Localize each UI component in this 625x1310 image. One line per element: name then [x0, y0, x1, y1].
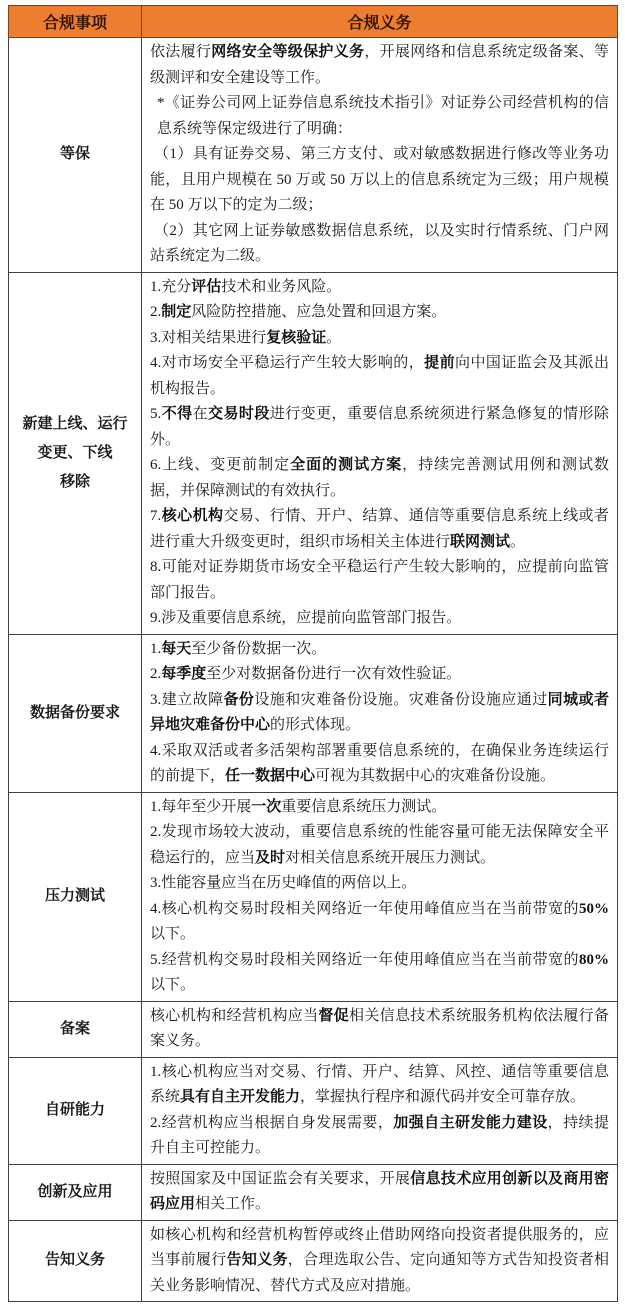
item-label-gaozhi: 告知义务 — [9, 1220, 142, 1302]
paragraph: 4.核心机构交易时段相关网络近一年使用峰值应当在当前带宽的50%以下。 — [150, 900, 609, 942]
paragraph: 2.每季度至少对数据备份进行一次有效性验证。 — [150, 666, 462, 682]
obligation-content-dengbao — [142, 38, 618, 273]
obligation-content-chuangxin — [142, 1164, 618, 1220]
table-row — [9, 38, 618, 273]
item-label-beian: 备案 — [9, 1001, 142, 1057]
paragraph: 1.充分评估技术和业务风险。 — [150, 278, 342, 295]
paragraph: 1.核心机构应当对交易、行情、开户、结算、风控、通信等重要信息系统具有自主开发能力，掌握执行程序和源代码并安全可靠存放。 — [150, 1063, 609, 1105]
paragraph: （2）其它网上证券敏感数据信息系统，以及实时行情系统、门户网站系统定为二级。 — [150, 222, 609, 264]
paragraph: 核心机构和经营机构应当督促相关信息技术系统服务机构依法履行备案义务。 — [150, 1007, 609, 1049]
paragraph: 7.核心机构交易、行情、开户、结算、通信等重要信息系统上线或者进行重大升级变更时，组织市场相关主体进行联网测试。 — [150, 508, 609, 550]
header-compliance-obligation: 合规义务 — [142, 6, 618, 38]
item-label-xinjian: 新建上线、运行 变更、下线 移除 — [9, 272, 142, 634]
item-label-ziyanNengli: 自研能力 — [9, 1057, 142, 1164]
table-row — [9, 1164, 618, 1220]
obligation-content-yaliceshi — [142, 792, 618, 1001]
paragraph: 2.制定风险防控措施、应急处置和回退方案。 — [150, 304, 447, 320]
paragraph: 2.经营机构应当根据自身发展需要，加强自主研发能力建设，持续提升自主可控能力。 — [150, 1114, 609, 1156]
item-label-dengbao: 等保 — [9, 38, 142, 273]
table-row — [9, 792, 618, 1001]
paragraph: 3.建立故障备份设施和灾难备份设施。灾难备份设施应通过同城或者异地灾难备份中心的形式体现。 — [150, 691, 609, 733]
paragraph: 依法履行网络安全等级保护义务，开展网络和信息系统定级备案、等级测评和安全建设等工作。 — [150, 44, 609, 86]
paragraph: 5.经营机构交易时段相关网络近一年使用峰值应当在当前带宽的80%以下。 — [150, 951, 609, 993]
table-body — [9, 38, 618, 1302]
obligation-content-beian — [142, 1001, 618, 1057]
paragraph: 9.涉及重要信息系统，应提前向监管部门报告。 — [150, 610, 462, 626]
compliance-table — [8, 5, 618, 1302]
header-row — [9, 6, 618, 38]
obligation-content-gaozhi — [142, 1220, 618, 1302]
table-header — [9, 6, 618, 38]
item-label-shujubeifen: 数据备份要求 — [9, 634, 142, 792]
paragraph: 2.发现市场较大波动，重要信息系统的性能容量可能无法保障安全平稳运行的，应当及时对相关信息系统开展压力测试。 — [150, 824, 609, 866]
paragraph: 3.对相关结果进行复核验证。 — [150, 329, 342, 346]
paragraph: 4.对市场安全平稳运行产生较大影响的，提前向中国证监会及其派出机构报告。 — [150, 355, 609, 397]
table-row — [9, 1001, 618, 1057]
paragraph: 按照国家及中国证监会有关要求，开展信息技术应用创新以及商用密码应用相关工作。 — [150, 1170, 609, 1212]
paragraph: *《证券公司网上证券信息系统技术指引》对证券公司经营机构的信息系统等保定级进行了明确： — [157, 95, 609, 137]
table-row — [9, 634, 618, 792]
paragraph: 6.上线、变更前制定全面的测试方案，持续完善测试用例和测试数据，并保障测试的有效执行。 — [150, 457, 609, 499]
paragraph: 4.采取双活或者多活架构部署重要信息系统的，在确保业务连续运行的前提下，任一数据中心可视为其数据中心的灾难备份设施。 — [150, 742, 609, 784]
paragraph: 1.每年至少开展一次重要信息系统压力测试。 — [150, 798, 447, 815]
paragraph: （1）具有证券交易、第三方支付、或对敏感数据进行修改等业务功能，且用户规模在 50 万或 50 万以上的信息系统定为三级；用户规模在 50 万以下的定为二级； — [150, 146, 609, 213]
obligation-content-shujubeifen — [142, 634, 618, 792]
item-label-chuangxin: 创新及应用 — [9, 1164, 142, 1220]
obligation-content-xinjian — [142, 272, 618, 634]
item-label-yaliceshi: 压力测试 — [9, 792, 142, 1001]
table-row — [9, 1057, 618, 1164]
header-compliance-item: 合规事项 — [9, 6, 142, 38]
paragraph: 1.每天至少备份数据一次。 — [150, 640, 327, 657]
paragraph: 如核心机构和经营机构暂停或终止借助网络向投资者提供服务的，应当事前履行告知义务，合理选取公告、定向通知等方式告知投资者相关业务影响情况、替代方式及应对措施。 — [150, 1226, 609, 1294]
obligation-content-ziyanNengli — [142, 1057, 618, 1164]
table-row — [9, 272, 618, 634]
table-row — [9, 1220, 618, 1302]
paragraph: 5.不得在交易时段进行变更，重要信息系统须进行紧急修复的情形除外。 — [150, 406, 609, 448]
paragraph: 3.性能容量应当在历史峰值的两倍以上。 — [150, 875, 417, 891]
paragraph: 8.可能对证券期货市场安全平稳运行产生较大影响的，应提前向监管部门报告。 — [150, 559, 609, 601]
